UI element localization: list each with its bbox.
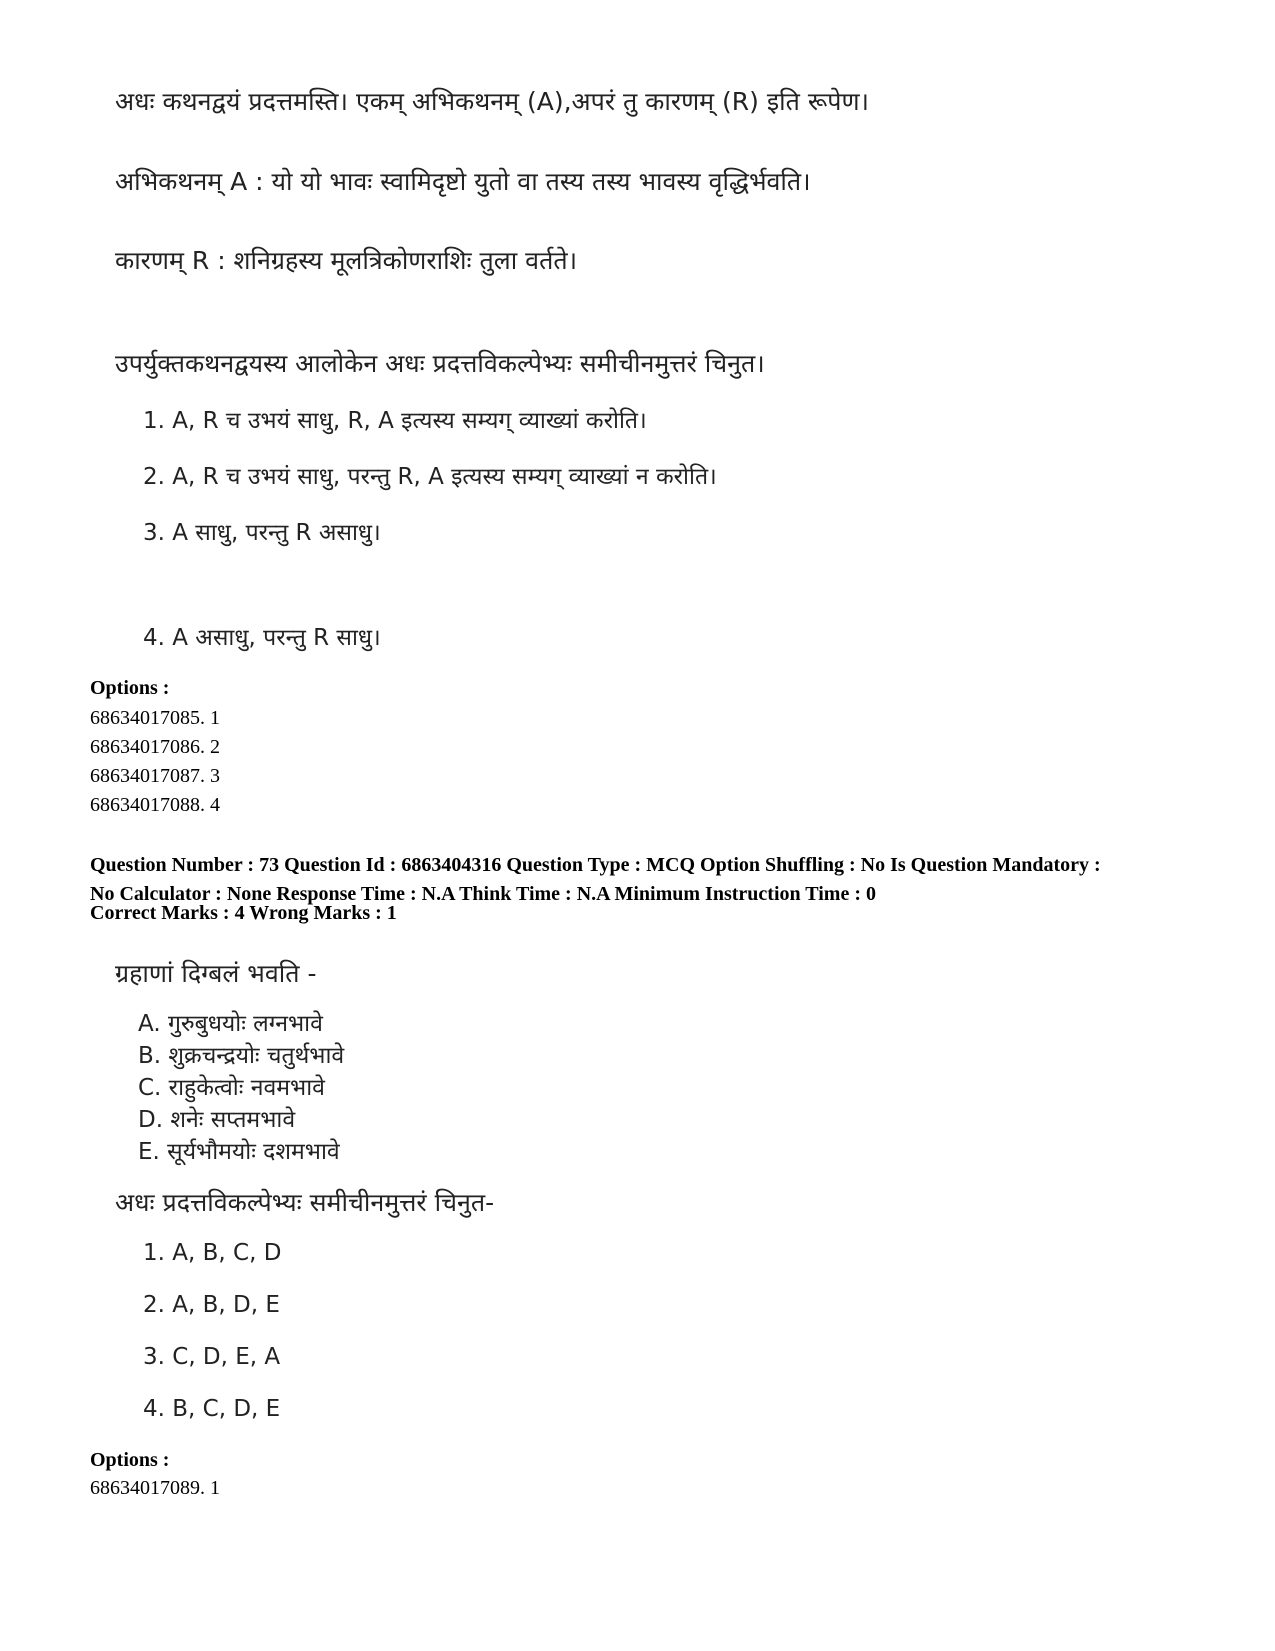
q73-instruction: अधः प्रदत्तविकल्पेभ्यः समीचीनमुत्तरं चिनुत-: [115, 1188, 495, 1217]
q73-marks: Correct Marks : 4 Wrong Marks : 1: [90, 902, 397, 924]
q73-statements: [138, 1008, 344, 1168]
q72-option-4: 68634017088. 4: [90, 794, 220, 816]
q72-choice-1: 1. A, R च उभयं साधु, R, A इत्यस्य सम्यग् व्याख्यां करोति।: [143, 408, 647, 434]
q72-choice-4: 4. A असाधु, परन्तु R साधु।: [143, 625, 381, 651]
q72-options-list: [90, 704, 220, 820]
q72-assertion: अभिकथनम् A : यो यो भावः स्वामिदृष्टो युतो वा तस्य तस्य भावस्य वृद्धिर्भवति।: [115, 167, 811, 196]
q73-choice-3: 3. C, D, E, A: [143, 1344, 281, 1370]
q73-statement-e: E. सूर्यभौमयोः दशमभावे: [138, 1139, 340, 1165]
q73-stem: ग्रहाणां दिग्बलं भवति -: [115, 959, 317, 988]
q73-choice-2: 2. A, B, D, E: [143, 1292, 280, 1318]
q72-instruction: उपर्युक्तकथनद्वयस्य आलोकेन अधः प्रदत्तविकल्पेभ्यः समीचीनमुत्तरं चिनुत।: [115, 349, 765, 378]
q73-options-label: Options :: [90, 1449, 170, 1471]
q73-meta-line-2: No Calculator : None Response Time : N.A Think Time : N.A Minimum Instruction Time : 0: [90, 883, 876, 905]
q73-statement-d: D. शनेः सप्तमभावे: [138, 1107, 296, 1133]
q73-choice-4: 4. B, C, D, E: [143, 1396, 281, 1422]
q73-meta-line-1: Question Number : 73 Question Id : 6863404316 Question Type : MCQ Option Shuffling : No Is Question Mandatory :: [90, 854, 1101, 876]
q72-option-3: 68634017087. 3: [90, 765, 220, 787]
q73-option-1: 68634017089. 1: [90, 1477, 220, 1499]
q73-statement-b: B. शुक्रचन्द्रयोः चतुर्थभावे: [138, 1043, 345, 1069]
q72-choice-2: 2. A, R च उभयं साधु, परन्तु R, A इत्यस्य सम्यग् व्याख्यां न करोति।: [143, 464, 717, 490]
q72-intro-line: अधः कथनद्वयं प्रदत्तमस्ति। एकम् अभिकथनम् (A),अपरं तु कारणम् (R) इति रूपेण।: [115, 87, 870, 116]
q72-options-label: Options :: [90, 677, 170, 699]
q73-statement-a: A. गुरुबुधयोः लग्नभावे: [138, 1011, 323, 1037]
q73-choice-1: 1. A, B, C, D: [143, 1240, 282, 1266]
q72-reason: कारणम् R : शनिग्रहस्य मूलत्रिकोणराशिः तुला वर्तते।: [115, 246, 578, 275]
q73-meta: [90, 851, 1101, 909]
q73-statement-c: C. राहुकेत्वोः नवमभावे: [138, 1075, 325, 1101]
q72-option-1: 68634017085. 1: [90, 707, 220, 729]
q72-option-2: 68634017086. 2: [90, 736, 220, 758]
q72-choice-3: 3. A साधु, परन्तु R असाधु।: [143, 520, 381, 546]
